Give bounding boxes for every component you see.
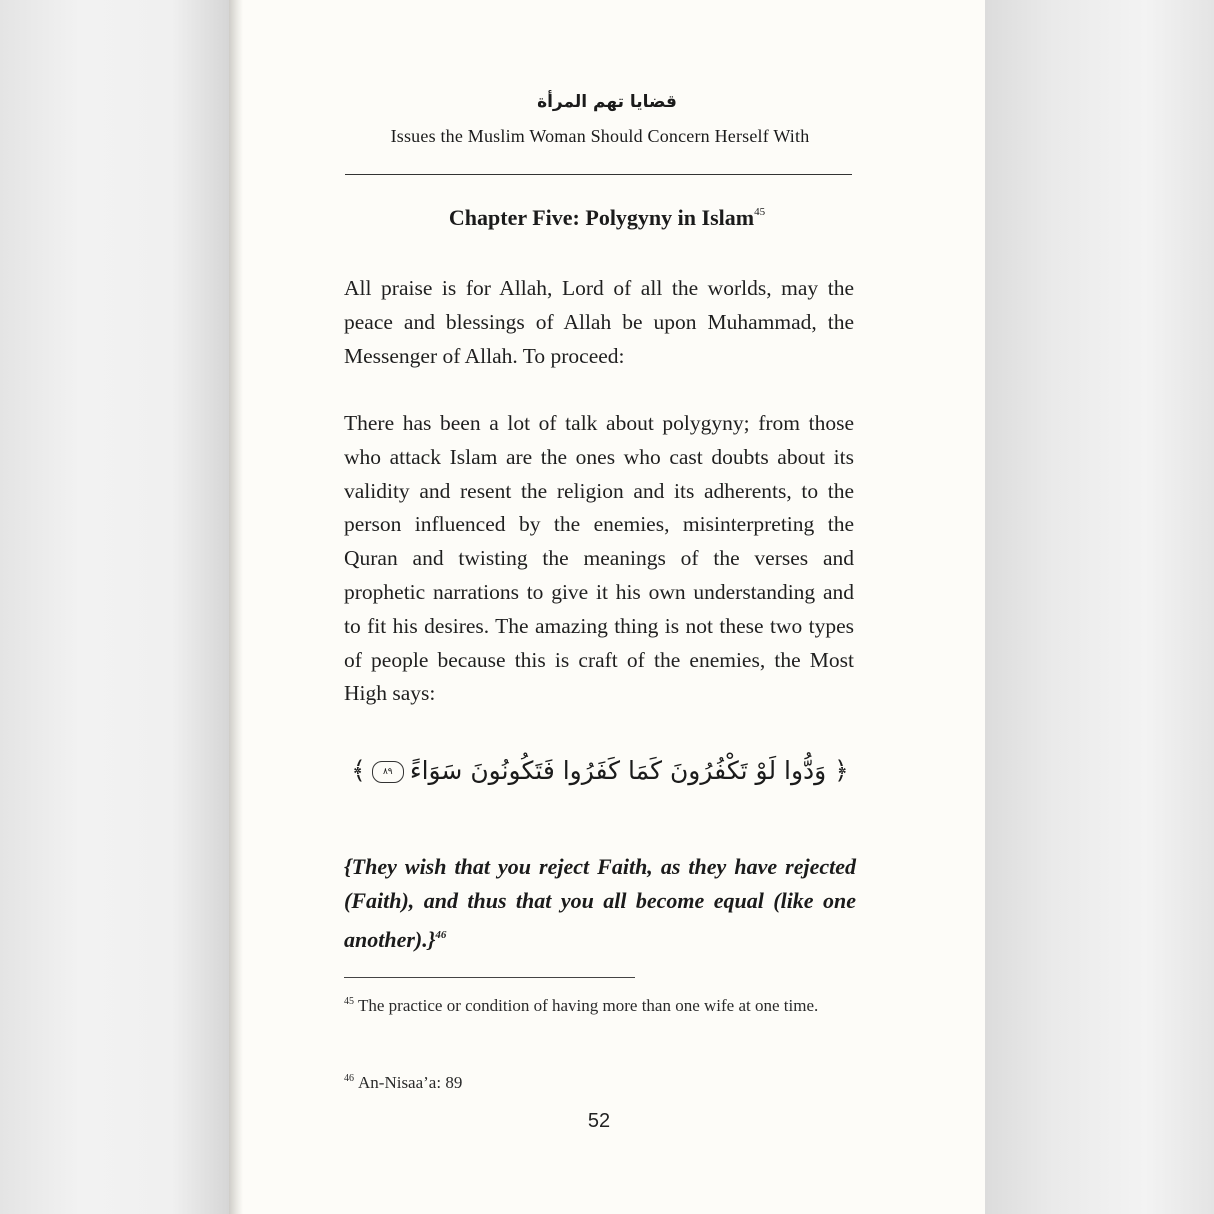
footnote-divider (344, 977, 635, 978)
footnote-text: The practice or condition of having more than one wife at one time. (358, 996, 819, 1015)
footnote-text: An-Nisaa’a: 89 (358, 1073, 463, 1092)
footnote-45 (344, 988, 856, 1020)
background-right (985, 0, 1214, 1214)
verse-translation (344, 850, 856, 957)
chapter-title-text: Chapter Five: Polygyny in Islam (448, 205, 755, 230)
book-page (229, 0, 985, 1214)
verse-arabic-text: ﴿ وَدُّوا لَوْ تَكْفُرُونَ كَمَا كَفَرُوا فَتَكُونُونَ سَوَاءً (409, 756, 849, 785)
verse-translation-text: {They wish that you reject Faith, as they have rejected (Faith), and thus that you all become equal (like one another).} (344, 854, 856, 952)
footnote-number: 45 (344, 996, 354, 1007)
footnote-ref-46: 46 (435, 929, 447, 941)
quran-verse-arabic (344, 756, 856, 785)
header-divider (345, 174, 852, 175)
footnote-number: 46 (344, 1073, 354, 1084)
body-paragraph-1: All praise is for Allah, Lord of all the worlds, may the peace and blessings of Allah be upon Muhammad, the Messenger of Allah. To proceed: (344, 276, 854, 368)
footnote-46 (344, 1065, 856, 1097)
background-left (0, 0, 229, 1214)
running-header-english: Issues the Muslim Woman Should Concern Herself With (390, 126, 810, 146)
chapter-title (229, 205, 985, 231)
verse-number-marker: ٨٩ (372, 761, 404, 783)
running-header-arabic: قضايا تهم المرأة (537, 92, 677, 112)
verse-closing-bracket: ﴾ (351, 756, 366, 785)
page-number: 52 (587, 1110, 611, 1132)
footnote-ref-45: 45 (754, 206, 766, 218)
body-paragraph-2: There has been a lot of talk about polygyny; from those who attack Islam are the ones who cast doubts about its validity and resent the religion and its adherents, to the person influenced by the enemies, misinterpreting the Quran and twisting the meanings of the verses and prophetic narrations to give it his own understanding and to fit his desires. The amazing thing is not these two types of people because this is craft of the enemies, the Most High says: (344, 411, 854, 706)
